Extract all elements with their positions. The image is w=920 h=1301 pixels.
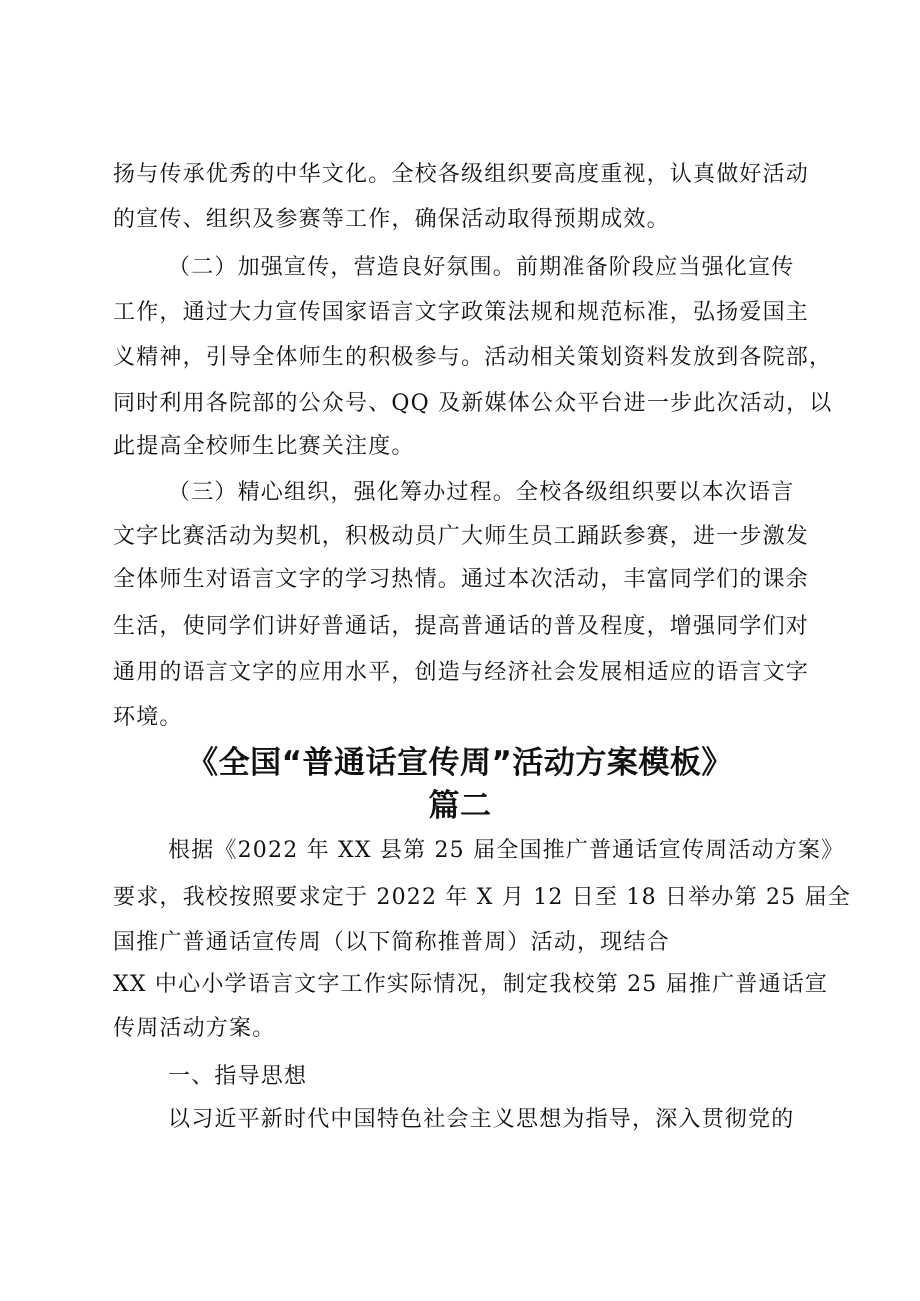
section-paragraph-start: 根据《2022 年 XX 县第 25 届全国推广普通话宣传周活动方案》 [168, 838, 845, 863]
body-text-line: 的宣传、组织及参赛等工作，确保活动取得预期成效。 [113, 207, 670, 232]
body-text-line: XX 中心小学语言文字工作实际情况，制定我校第 25 届推广普通话宣 [113, 972, 829, 997]
section-paragraph-start: （三）精心组织，强化筹办过程。全校各级组织要以本次语言 [168, 480, 795, 505]
section-paragraph-start: 以习近平新时代中国特色社会主义思想为指导，深入贯彻党的 [168, 1107, 795, 1132]
body-text-line: 传周活动方案。 [113, 1016, 276, 1041]
body-text-line: 国推广普通话宣传周（以下简称推普周）活动，现结合 [113, 930, 670, 955]
section-heading: 一、指导思想 [168, 1064, 308, 1089]
body-text-line: 通用的语言文字的应用水平，创造与经济社会发展相适应的语言文字 [113, 660, 810, 685]
body-text-line: 文字比赛活动为契机，积极动员广大师生员工踊跃参赛，进一步激发 [113, 524, 810, 549]
document-subtitle: 篇二 [428, 788, 492, 824]
body-text-line: 环境。 [113, 705, 183, 730]
body-text-line: 全体师生对语言文字的学习热情。通过本次活动，丰富同学们的课余 [113, 567, 810, 592]
section-paragraph-start: （二）加强宣传，营造良好氛围。前期准备阶段应当强化宣传 [168, 255, 795, 280]
body-text-line: 扬与传承优秀的中华文化。全校各级组织要高度重视，认真做好活动 [113, 162, 810, 187]
document-title: 《全国“普通话宣传周”活动方案模板》 [187, 745, 733, 781]
body-text-line: 同时利用各院部的公众号、QQ 及新媒体公众平台进一步此次活动，以 [113, 391, 833, 416]
body-text-line: 要求，我校按照要求定于 2022 年 X 月 12 日至 18 日举办第 25 届全 [113, 885, 851, 910]
body-text-line: 生活，使同学们讲好普通话，提高普通话的普及程度，增强同学们对 [113, 614, 810, 639]
body-text-line: 工作，通过大力宣传国家语言文字政策法规和规范标准，弘扬爱国主 [113, 300, 810, 325]
body-text-line: 此提高全校师生比赛关注度。 [113, 434, 415, 459]
body-text-line: 义精神，引导全体师生的积极参与。活动相关策划资料发放到各院部， [113, 345, 833, 370]
